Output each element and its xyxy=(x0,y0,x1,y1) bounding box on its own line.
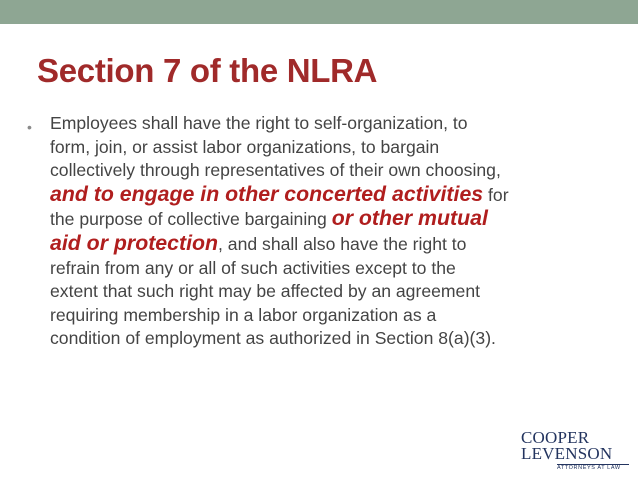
body-line: requiring membership in a labor organization as a xyxy=(50,304,437,325)
body-line: collectively through representatives of their own choosing, xyxy=(50,160,501,181)
top-accent-bar xyxy=(0,0,638,24)
body-line: Employees shall have the right to self-organization, to xyxy=(50,113,468,133)
body-fragment: for xyxy=(483,184,509,205)
body-line xyxy=(50,183,610,208)
body-fragment: the purpose of collective bargaining xyxy=(50,209,332,230)
body-fragment: , and shall also have the right to xyxy=(218,233,467,254)
body-line: extent that such right may be affected by an agreement xyxy=(50,281,481,302)
body-line: form, join, or assist labor organizations, to bargain xyxy=(50,136,440,157)
logo-tagline: ATTORNEYS AT LAW xyxy=(557,465,621,471)
body-line: condition of employment as authorized in Section 8(a)(3). xyxy=(50,328,496,349)
emphasis-aid-protection: aid or protection xyxy=(50,230,219,255)
section-7-text xyxy=(50,112,610,351)
body-line xyxy=(50,207,610,232)
cooper-levenson-logo xyxy=(521,424,631,472)
slide-title: Section 7 of the NLRA xyxy=(37,52,378,89)
logo-line-levenson: LEVENSON xyxy=(521,444,613,463)
emphasis-concerted-activities: and to engage in other concerted activities xyxy=(50,181,484,206)
logo-line-cooper: COOPER xyxy=(521,428,590,447)
body-line: refrain from any or all of such activities except to the xyxy=(50,257,456,278)
bullet-marker: • xyxy=(27,119,32,135)
body-line xyxy=(50,232,610,257)
emphasis-mutual: or other mutual xyxy=(331,206,488,231)
